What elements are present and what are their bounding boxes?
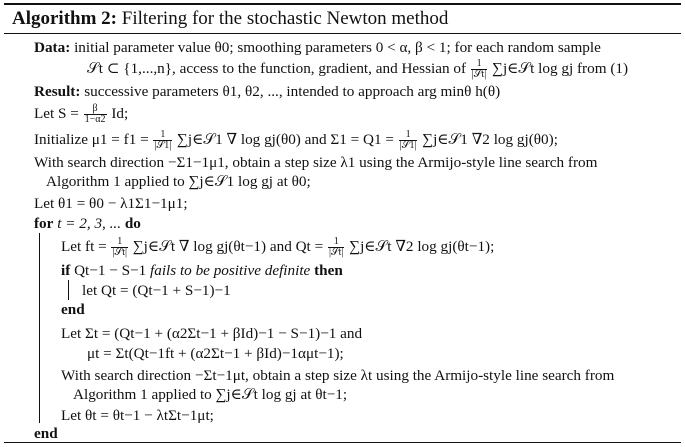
initialize-line: Initialize μ1 = f1 = $\frac{1}{\text{|𝒮1|}}$ ∑j∈𝒮1 ∇ log gj(θ0) and Σ1 = Q1 = $\frac{1}{\text{|𝒮1|}}$ ∑j∈𝒮1 ∇2 log gj(θ0); [34,129,558,151]
data-line-2 [87,59,628,80]
end-if-line [61,301,85,319]
algorithm-label: Algorithm 2: [12,8,118,29]
let-ft-line: Let ft = $\frac{1}{\text{|𝒮t|}}$ ∑j∈𝒮t ∇ log gj(θt−1) and Qt = $\frac{1}{\text{|𝒮t|}}$ ∑j∈𝒮t ∇2 log gj(θt−1); [61,236,495,258]
sigma-t-line: Let Σt = (Qt−1 + (α2Σt−1 + βId)−1 − S−1)−1 and [61,325,363,342]
data-text-2: 𝒮t ⊂ {1,...,n}, access to the function, gradient, and Hessian of [87,59,466,77]
let-qt-line: let Qt = (Qt−1 + S−1)−1 [82,282,231,299]
for-keyword: for [34,215,54,232]
search-direction-t-line-a: With search direction −Σt−1μt, obtain a step size λt using the Armijo-style line search from [61,367,615,384]
let-s-line: Let S = $\frac{\beta}{1-\alpha 2}$ Id; [34,103,129,125]
algorithm-box [4,3,681,443]
data-text-1: initial parameter value θ0; smoothing parameters 0 < α, β < 1; for each random sample [74,39,601,56]
data-line-1 [34,39,601,57]
search-direction-1-line-b: Algorithm 1 applied to ∑j∈𝒮1 log gj at θ0; [46,173,311,190]
result-line [34,83,500,101]
end-if-keyword: end [61,301,85,318]
end-for-keyword: end [34,425,58,442]
s-fraction: $\frac{\beta}{1-\alpha 2}$ [84,103,106,125]
do-keyword: do [124,215,141,232]
then-keyword: then [314,262,343,279]
data-fraction: $\frac{1}{\text{|𝒮t|}}$ [471,58,487,80]
data-text-2-tail: ∑j∈𝒮t log gj from (1) [492,59,629,77]
data-keyword: Data: [34,39,71,56]
result-text: successive parameters θ1, θ2, ..., intended to approach arg minθ h(θ) [84,83,501,100]
search-direction-1-line-a: With search direction −Σ1−1μ1, obtain a step size λ1 using the Armijo-style line search from [34,154,598,171]
algorithm-header [4,5,681,34]
for-line: for t = 2, 3, ... do [34,215,141,232]
search-direction-t-line-b: Algorithm 1 applied to ∑j∈𝒮t log gj at θt−1; [73,386,348,403]
if-line: if Qt−1 − S−1 fails to be positive definite then [61,262,343,279]
if-keyword: if [61,262,71,279]
let-theta1-line: Let θ1 = θ0 − λ1Σ1−1μ1; [34,195,188,212]
algorithm-title [12,8,448,30]
for-body-bar [39,233,40,423]
end-for-line [34,425,58,443]
result-keyword: Result: [34,83,81,100]
let-theta-t-line: Let θt = θt−1 − λtΣt−1μt; [61,407,214,424]
mu-t-line: μt = Σt(Qt−1ft + (α2Σt−1 + βId)−1αμt−1); [87,345,344,362]
algorithm-name: Filtering for the stochastic Newton method [121,8,449,29]
if-body-bar [68,280,69,300]
